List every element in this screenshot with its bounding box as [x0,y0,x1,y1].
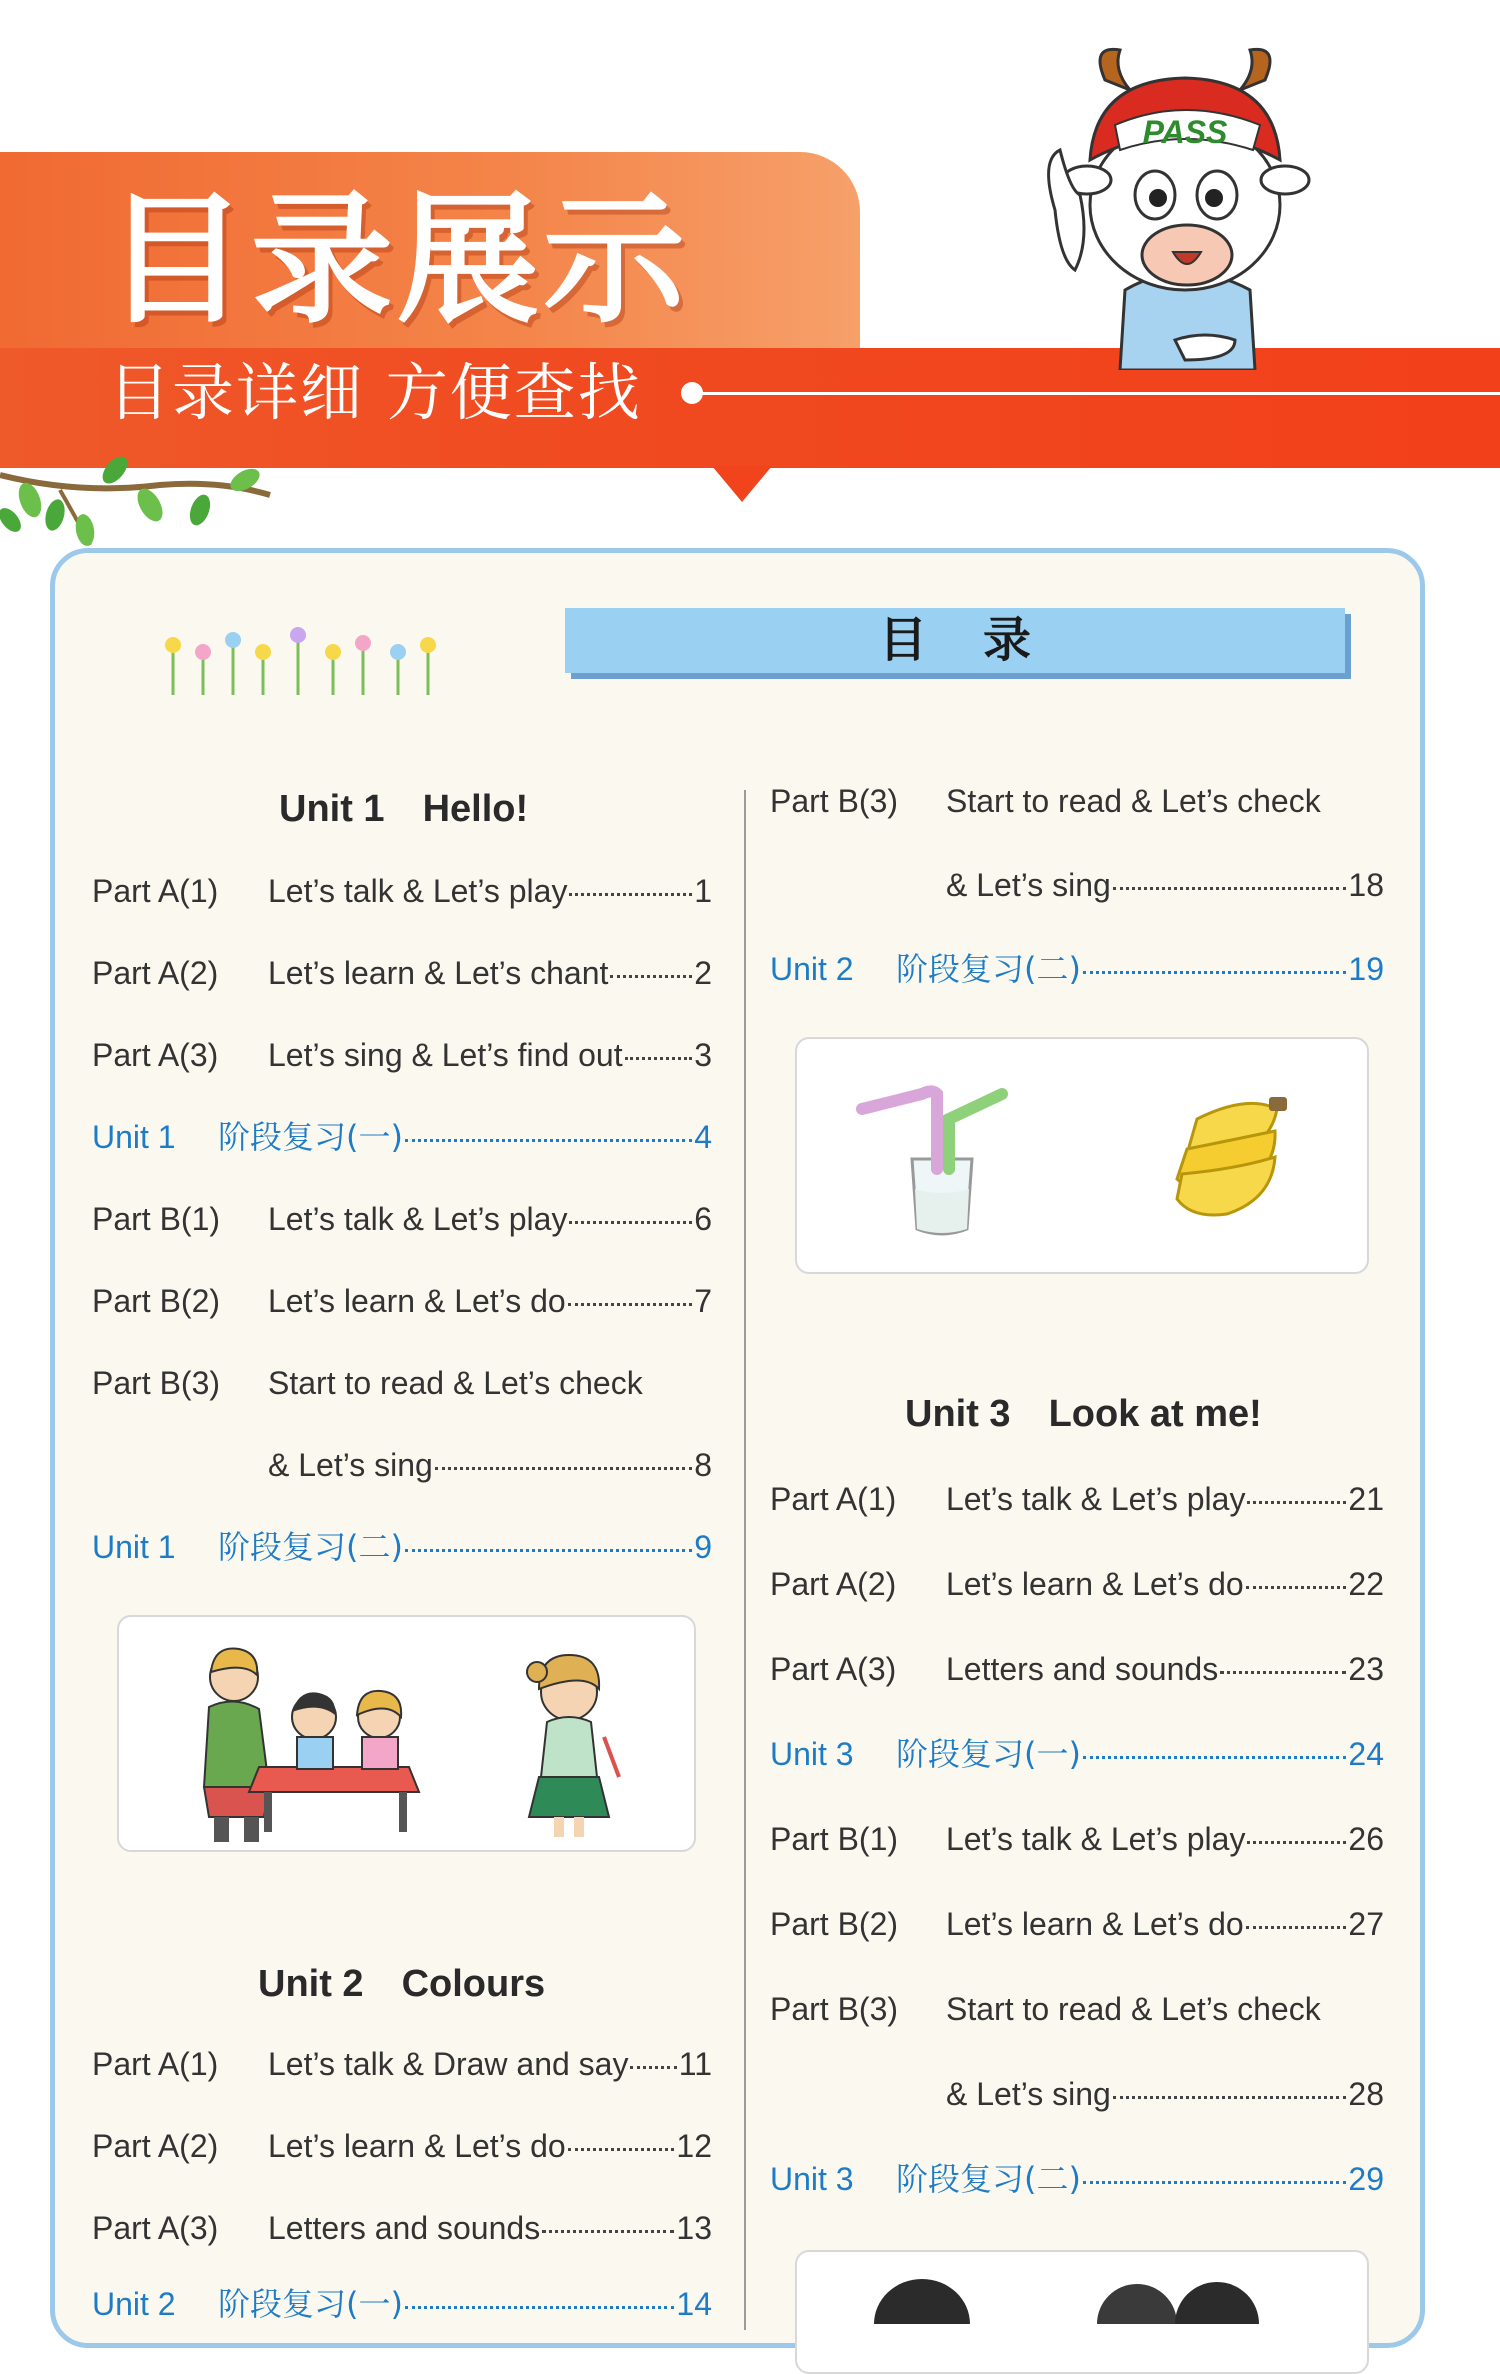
toc-review-entry[interactable] [770,1735,1384,1773]
entry-review-title: 阶段复习(二) [218,1528,403,1566]
entry-part: Part B(2) [770,1906,899,1942]
unit-2-label: Unit 2 [258,1963,364,2005]
entry-page: 1 [694,873,712,909]
toc-review-entry[interactable] [92,2285,712,2323]
header-banner-pointer [712,466,772,502]
entry-topic: & Let’s sing [946,867,1111,903]
entry-page: 14 [676,2286,712,2322]
mascot-cow-icon [1035,40,1335,370]
toc-entry[interactable] [770,782,1390,820]
entry-page: 18 [1348,867,1384,903]
entry-page: 13 [676,2210,712,2246]
toc-entry[interactable] [92,1282,712,1320]
dot-leader [1113,2096,1347,2099]
dot-leader [1083,1756,1346,1759]
entry-unit: Unit 3 [770,1736,854,1772]
toc-entry-continued[interactable] [770,866,1384,904]
toc-entry-continued[interactable] [770,2075,1384,2113]
toc-entry[interactable] [92,1036,712,1074]
toc-entry[interactable] [770,1650,1384,1688]
entry-part: Part A(3) [92,2210,219,2246]
dot-leader [1246,1586,1347,1589]
illustration-art [797,1039,1367,1272]
illustration-box [117,1615,696,1852]
dot-leader [435,1467,692,1470]
entry-topic: & Let’s sing [268,1447,433,1483]
dot-leader [1246,1926,1347,1929]
entry-page: 8 [694,1447,712,1483]
entry-topic: Let’s talk & Let’s play [946,1481,1246,1517]
unit-3-name: Look at me! [1048,1393,1262,1435]
entry-part: Part B(3) [770,783,899,819]
dot-leader [1247,1501,1346,1504]
toc-entry[interactable] [770,1480,1384,1518]
entry-topic: Let’s sing & Let’s find out [268,1037,623,1073]
toc-entry[interactable] [92,1200,712,1238]
entry-page: 22 [1348,1566,1384,1602]
entry-review-title: 阶段复习(一) [218,1118,403,1156]
entry-unit: Unit 2 [770,951,854,987]
entry-topic: & Let’s sing [946,2076,1111,2112]
dot-leader [569,893,692,896]
entry-unit: Unit 2 [92,2286,176,2322]
toc-entry[interactable] [770,1565,1384,1603]
dot-leader [610,975,692,978]
dot-leader [630,2066,676,2069]
entry-part: Part A(2) [770,1566,897,1602]
dot-leader [1220,1671,1346,1674]
page-subtitle: 目录详细 方便查找 [108,356,642,429]
entry-page: 24 [1348,1736,1384,1772]
kids-heads-icon [797,2252,1367,2324]
toc-entry[interactable] [92,1364,712,1402]
entry-topic: Let’s learn & Let’s do [946,1906,1244,1942]
unit-1-heading [279,790,528,828]
entry-topic: Let’s learn & Let’s chant [268,955,609,991]
entry-part: Part A(2) [92,955,219,991]
illustration-box [795,2250,1369,2374]
entry-page: 4 [694,1119,712,1155]
entry-unit: Unit 1 [92,1529,176,1565]
entry-topic: Let’s learn & Let’s do [268,1283,566,1319]
entry-part: Part B(2) [92,1283,221,1319]
entry-part: Part A(1) [770,1481,897,1517]
entry-topic: Let’s talk & Let’s play [268,873,568,909]
entry-page: 9 [694,1529,712,1565]
entry-topic: Let’s talk & Let’s play [268,1201,568,1237]
entry-part: Part B(1) [770,1821,899,1857]
toc-entry[interactable] [92,2127,712,2165]
unit-2-heading [258,1965,545,2003]
dot-leader [1113,887,1347,890]
toc-review-entry[interactable] [92,1528,712,1566]
entry-topic: Letters and sounds [268,2210,541,2246]
toc-entry[interactable] [770,1905,1384,1943]
bananas-icon [1177,1097,1287,1215]
dot-leader [405,2306,674,2309]
entry-review-title: 阶段复习(二) [896,950,1081,988]
mascot-cap-text: PASS [1142,114,1228,150]
entry-page: 29 [1348,2161,1384,2197]
entry-topic: Start to read & Let’s check [946,1991,1321,2027]
dot-leader [568,1303,693,1306]
column-divider [744,790,746,2330]
girl-drawing-icon [527,1655,619,1837]
dot-leader [625,1057,693,1060]
toc-heading: 目录 [878,612,1087,668]
entry-page: 26 [1348,1821,1384,1857]
entry-page: 21 [1348,1481,1384,1517]
entry-part: Part A(2) [92,2128,219,2164]
entry-part: Part B(1) [92,1201,221,1237]
dot-leader [542,2230,674,2233]
toc-entry[interactable] [770,1990,1384,2028]
toc-entry-continued[interactable] [92,1446,712,1484]
entry-page: 23 [1348,1651,1384,1687]
entry-review-title: 阶段复习(二) [896,2160,1081,2198]
entry-page: 2 [694,955,712,991]
entry-page: 19 [1348,951,1384,987]
toc-entry[interactable] [92,2045,712,2083]
flowers-icon [158,610,448,700]
entry-unit: Unit 3 [770,2161,854,2197]
vine-leaves-icon [0,455,280,550]
toc-review-entry[interactable] [770,2160,1384,2198]
toc-entry[interactable] [770,1820,1384,1858]
entry-review-title: 阶段复习(一) [218,2285,403,2323]
dot-leader [1247,1841,1346,1844]
entry-topic: Let’s learn & Let’s do [268,2128,566,2164]
juice-glass-icon [862,1092,1002,1235]
dot-leader [1083,2181,1346,2184]
entry-page: 3 [694,1037,712,1073]
toc-entry[interactable] [92,2209,712,2247]
unit-1-name: Hello! [422,788,529,830]
entry-page: 11 [678,2046,712,2082]
entry-page: 28 [1348,2076,1384,2112]
unit-3-label: Unit 3 [905,1393,1011,1435]
entry-topic: Start to read & Let’s check [946,783,1321,819]
entry-part: Part A(1) [92,873,219,909]
entry-topic: Let’s talk & Draw and say [268,2046,629,2082]
toc-heading-bar [565,608,1345,673]
entry-unit: Unit 1 [92,1119,176,1155]
entry-page: 7 [694,1283,712,1319]
entry-page: 12 [676,2128,712,2164]
unit-2-name: Colours [401,1963,546,2005]
kids-classroom-icon [119,1617,694,1850]
dot-leader [405,1139,692,1142]
toc-review-entry[interactable] [92,1118,712,1156]
dot-leader [569,1221,692,1224]
unit-1-label: Unit 1 [279,788,385,830]
entry-part: Part A(3) [92,1037,219,1073]
toc-review-entry[interactable] [770,950,1384,988]
dot-leader [568,2148,675,2151]
entry-part: Part B(3) [770,1991,899,2027]
entry-part: Part A(1) [92,2046,219,2082]
entry-topic: Let’s talk & Let’s play [946,1821,1246,1857]
page-title: 目录展示 [105,178,689,343]
entry-part: Part B(3) [92,1365,221,1401]
illustration-box [795,1037,1369,1274]
entry-review-title: 阶段复习(一) [896,1735,1081,1773]
entry-page: 6 [694,1201,712,1237]
dot-leader [405,1549,692,1552]
toc-entry[interactable] [92,954,712,992]
toc-entry[interactable] [92,872,712,910]
unit-3-heading [905,1395,1262,1433]
entry-topic: Letters and sounds [946,1651,1219,1687]
subtitle-line [700,392,1500,395]
entry-page: 27 [1348,1906,1384,1942]
dot-leader [1083,971,1346,974]
entry-topic: Let’s learn & Let’s do [946,1566,1244,1602]
entry-topic: Start to read & Let’s check [268,1365,643,1401]
entry-part: Part A(3) [770,1651,897,1687]
